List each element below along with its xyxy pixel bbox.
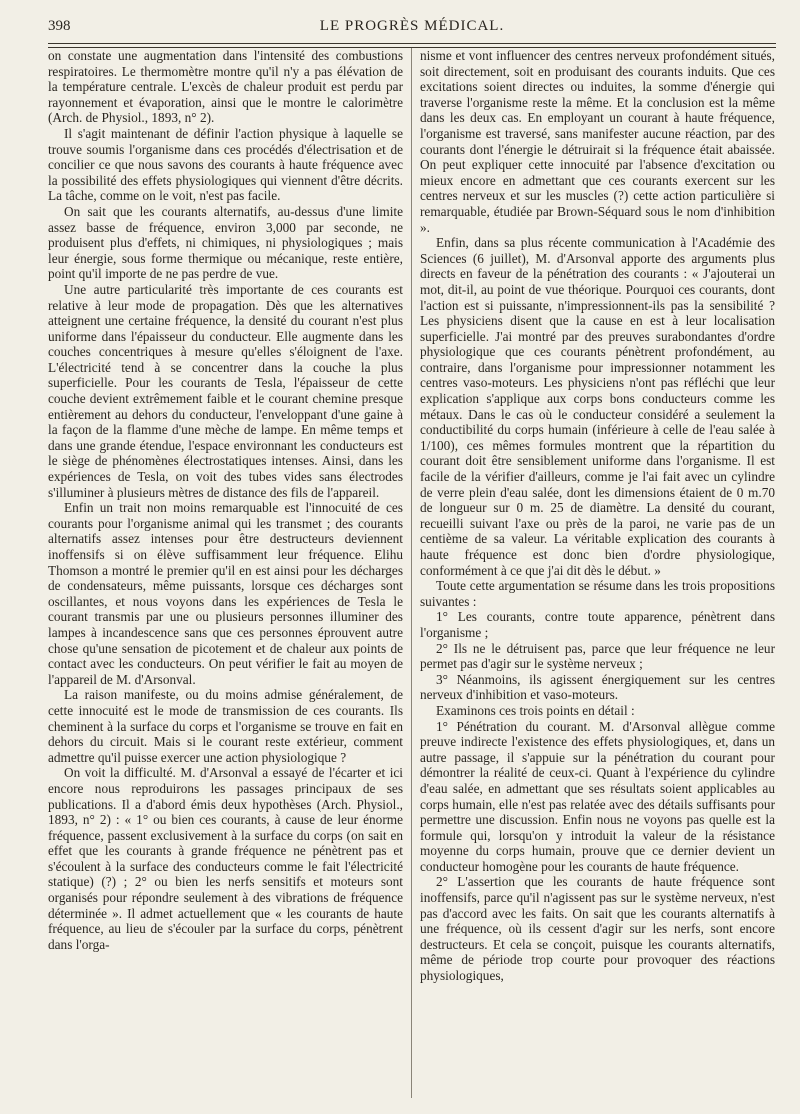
column-divider	[411, 48, 412, 1098]
paragraph: Il s'agit maintenant de définir l'action physique à laquelle se trouve soumis l'organisme dans ces procédés d'électrisation et de concilier ce que nous savons des courants à haute fréquence avec la possibilité des effets physiologiques qui viennent d'être décrits. La tâche, comme on le voit, n'est pas facile.	[48, 125, 403, 204]
journal-title: LE PROGRÈS MÉDICAL.	[319, 18, 505, 34]
proposition-item: 1° Les courants, contre toute apparence, pénètrent dans l'organisme ;	[420, 609, 775, 640]
paragraph: on constate une augmentation dans l'intensité des combustions respiratoires. Le thermomètre montre qu'il n'y a pas élévation de la température centrale. L'excès de chaleur produit est perdu par rayonnement et évaporation, ainsi que le montre le calorimètre (Arch. de Physiol., 1893, n° 2).	[48, 48, 403, 126]
left-column	[48, 48, 403, 1103]
proposition-item: 3° Néanmoins, ils agissent énergiquement sur les centres nerveux d'inhibition et vaso-moteurs.	[420, 671, 775, 703]
paragraph: Examinons ces trois points en détail :	[436, 702, 635, 718]
header-rule	[48, 43, 776, 44]
paragraph: On sait que les courants alternatifs, au-dessus d'une limite assez basse de fréquence, environ 3,000 par seconde, ne produisent plus d'effets, ni chimiques, ni physiologiques ; mais leur énergie, sous forme thermique ou mécanique, reste entière, point qu'il importe de ne pas perdre de vue.	[48, 203, 403, 282]
paragraph: Enfin, dans sa plus récente communication à l'Académie des Sciences (6 juillet), M. d'Arsonval apporte des arguments plus directs en faveur de la pénétration des courants : « J'ajouterai un mot, dit-il, au point de vue théorique. Pourquoi ces courants, dont l'action est si puissante, n'impressionnent-ils pas la sensibilité ? Les physiciens disent que la cause en est à leur localisation superficielle. J'ai montré par des preuves surabondantes d'ordre physiologique que ces courants pénètrent profondément, au contraire, dans l'organisme pour impressionner notamment les centres vaso-moteurs. Les physiciens n'ont pas réfléchi que leur explication s'applique aux corps bons conducteurs comme les métaux. Dans le cas où le conducteur considéré a seulement la conductibilité du corps humain (inférieure à celle de l'eau salée à 1/100), ces mêmes formules montrent que la répartition du courant doit être sensiblement uniforme dans l'organisme. Il est facile de la vérifier d'ailleurs, comme je l'ai fait avec un cylindre de verre plein d'eau salée, dont les dimensions étaient de 0 m.70 de longueur sur 0 m. 25 de diamètre. La densité du courant, recueilli suivant l'axe ou près de la paroi, ne varie pas de un centième de sa valeur. La véritable explication des courants à haute fréquence est donc bien d'ordre physiologique, conformément à ce que j'ai dit dès le début. »	[420, 235, 775, 578]
paragraph: On voit la difficulté. M. d'Arsonval a essayé de l'écarter et ici encore nous reproduirons les passages principaux de ses publications. Il a d'abord émis deux hypothèses (Arch. Physiol., 1893, n° 2) : « 1° ou bien ces courants, à cause de leur énorme fréquence, passent exclusivement à la surface du corps (on sait en effet que les courants à grande fréquence ne pénètrent pas et s'écoulent à la surface des conducteurs comme le fait l'électricité statique) (?) ; 2° ou bien les nerfs sensitifs et moteurs sont organisés pour répondre seulement à des vibrations de fréquence déterminée ». Il admet actuellement que « les courants de haute fréquence, au lieu de s'écouler par la surface du corps, pénètrent dans l'orga-	[48, 765, 403, 952]
paragraph: 2° L'assertion que les courants de haute fréquence sont inoffensifs, parce qu'il n'agissent pas sur le système nerveux, n'est pas d'accord avec les faits. On sait que les courants alternatifs à une fréquence, où ils cessent d'agir sur les nerfs, sont encore destructeurs. Et cela se conçoit, puisque les courants alternatifs, même de période trop courte pour provoquer des réactions physiologiques,	[420, 874, 775, 984]
proposition-item: 2° Ils ne le détruisent pas, parce que leur fréquence ne leur permet pas d'agir sur le système nerveux ;	[420, 640, 775, 672]
paragraph: Une autre particularité très importante de ces courants est relative à leur mode de propagation. Dès que les alternatives atteignent une certaine fréquence, la densité du courant n'est plus uniforme dans l'épaisseur du conducteur. Elle augmente dans les couches concentriques à mesure qu'elles s'éloignent de l'axe. L'électricité tend à se concentrer dans la couche la plus superficielle. Pour les courants de Tesla, l'épaisseur de cette couche devient extrêmement faible et le courant chemine presque entièrement au dehors du conducteur, l'enveloppant d'une gaine à la façon de la flamme d'une mèche de lampe. En même temps et dans une grande étendue, l'espace environnant les conducteurs est le siège de phénomènes électrostatiques intenses. Ainsi, dans les expériences de Tesla, on voit des tubes vides sans électrodes s'illuminer à plusieurs mètres de distance des fils de l'appareil.	[48, 281, 403, 500]
paragraph: Enfin un trait non moins remarquable est l'innocuité de ces courants pour l'organisme animal qui les transmet ; des courants alternatifs assez intenses pour être destructeurs deviennent inoffensifs si on élève suffisamment leur fréquence. Elihu Thomson a montré le premier qu'il en est ainsi pour les décharges de condensateurs, même puissants, lorsque ces décharges sont oscillantes, et nous voyons dans les expériences de Tesla le courant transmis par une ou plusieurs personnes illuminer des lampes à incandescence sans que ces personnes éprouvent autre chose qu'une sensation de picotement et de chaleur aux points de contact avec les conducteurs. On peut vérifier le fait au moyen de l'appareil de M. d'Arsonval.	[48, 500, 403, 687]
paragraph: Toute cette argumentation se résume dans les trois propositions suivantes :	[420, 578, 775, 609]
paragraph: 1° Pénétration du courant. M. d'Arsonval allègue comme preuve indirecte l'existence des effets physiologiques, et, dans un autre passage, il s'appuie sur la pénétration du courant pour démontrer la réalité de ceux-ci. Quant à l'expérience du cylindre d'eau salée, en admettant que ses résultats soient applicables au corps humain, elle n'est pas relatée avec des détails suffisants pour permettre une discussion. Enfin nous ne voyons pas quelle est la formule qui, lorsqu'on y introduit la valeur de la résistance moyenne du corps humain, prouve que ce dernier devient un conducteur homogène pour les courants de haute fréquence.	[420, 718, 775, 874]
paragraph: La raison manifeste, ou du moins admise généralement, de cette innocuité est le mode de transmission de ces courants. Ils cheminent à la surface du corps et l'organisme se trouve en fait en dehors du circuit. Mais si le courant reste extérieur, comment admettre qu'il puisse exercer une action physiologique ?	[48, 687, 403, 765]
right-column	[420, 48, 775, 1103]
paragraph: nisme et vont influencer des centres nerveux profondément situés, soit directement, soit en produisant des courants induits. Que ces excitations soient directes ou induites, la somme d'énergie qui traverse l'organisme reste la même. Et la conclusion est la même dans les deux cas. En employant un courant à haute fréquence, l'organisme est traversé, sans manifester aucune réaction, par des courants dont l'énergie le détruirait si la fréquence était abaissée. On peut expliquer cette innocuité par l'absence d'excitation ou mieux encore en admettant que ces courants exercent sur les centres nerveux et sur les muscles (?) cette action particulière si remarquable, étudiée par Brown-Séquard sous le nom d'inhibition ».	[420, 48, 775, 235]
running-header	[48, 14, 776, 42]
page-number: 398	[48, 18, 71, 34]
